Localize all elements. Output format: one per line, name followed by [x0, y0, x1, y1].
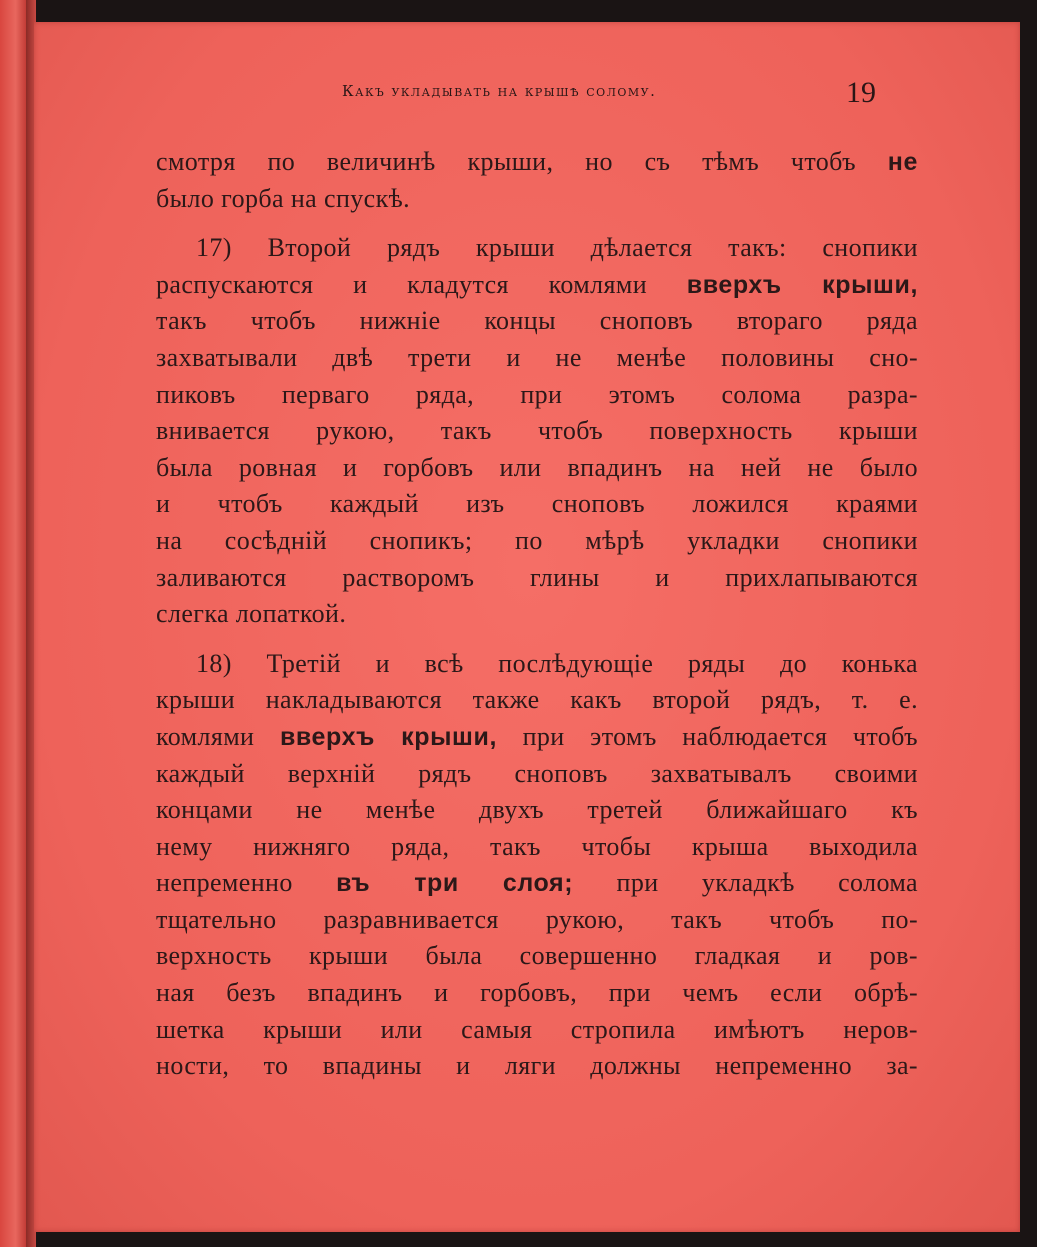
text-line: смотря по величинѣ крыши, но съ тѣмъ чтобъ не	[156, 147, 918, 176]
body-text	[156, 144, 918, 1085]
paragraph-17-first-line: 17) Второй рядъ крыши дѣлается такъ: снопики	[196, 233, 918, 263]
text-line: была ровная и горбовъ или впадинъ на ней не было	[156, 452, 918, 482]
emphasis: не	[887, 148, 918, 176]
book-page	[34, 22, 1020, 1232]
text-line: концами не менѣе двухъ третей ближайшаго къ	[156, 795, 918, 825]
text-line: ности, то впадины и ляги должны непременно за-	[156, 1051, 918, 1081]
text-line: ная безъ впадинъ и горбовъ, при чемъ если обрѣ-	[156, 978, 918, 1008]
text-line: и чтобъ каждый изъ сноповъ ложился краями	[156, 489, 918, 519]
text-line: было горба на спускѣ.	[156, 183, 411, 213]
emphasis: въ три слоя;	[336, 869, 574, 898]
text-line: каждый верхній рядъ сноповъ захватывалъ своими	[156, 758, 918, 788]
page-header	[34, 78, 1020, 118]
text-line: пиковъ перваго ряда, при этомъ солома разра-	[156, 379, 918, 409]
text-line: комлями вверхъ крыши, при этомъ наблюдается чтобъ	[156, 721, 918, 751]
emphasis: вверхъ крыши,	[686, 270, 918, 299]
text-line: распускаются и кладутся комлями вверхъ крыши,	[156, 269, 918, 299]
text-line: на сосѣдній снопикъ; по мѣрѣ укладки снопики	[156, 525, 918, 555]
text-line: захватывали двѣ трети и не менѣе половины сно-	[156, 342, 918, 372]
text-line: такъ чтобъ нижніе концы сноповъ втораго ряда	[156, 306, 918, 336]
paragraph-18-first-line: 18) Третій и всѣ послѣдующіе ряды до конька	[196, 648, 918, 678]
running-head: Какъ укладывать на крышѣ солому.	[342, 82, 657, 100]
text-line: крыши накладываются также какъ второй рядъ, т. е.	[156, 685, 918, 715]
text-line: шетка крыши или самыя стропила имѣютъ неров-	[156, 1014, 918, 1044]
text-line: заливаются растворомъ глины и прихлапываются	[156, 562, 918, 592]
page-number: 19	[846, 76, 876, 109]
text-line: верхность крыши была совершенно гладкая и ров-	[156, 941, 918, 971]
text-line: слегка лопаткой.	[156, 599, 347, 629]
text-line: тщательно разравнивается рукою, такъ чтобъ по-	[156, 904, 918, 934]
text-line: непременно въ три слоя; при укладкѣ солома	[156, 868, 918, 898]
emphasis: вверхъ крыши,	[279, 722, 498, 751]
text-line: внивается рукою, такъ чтобъ поверхность крыши	[156, 416, 918, 446]
text-line: нему нижняго ряда, такъ чтобы крыша выходила	[156, 831, 918, 861]
adjacent-page-edge	[0, 0, 26, 1247]
